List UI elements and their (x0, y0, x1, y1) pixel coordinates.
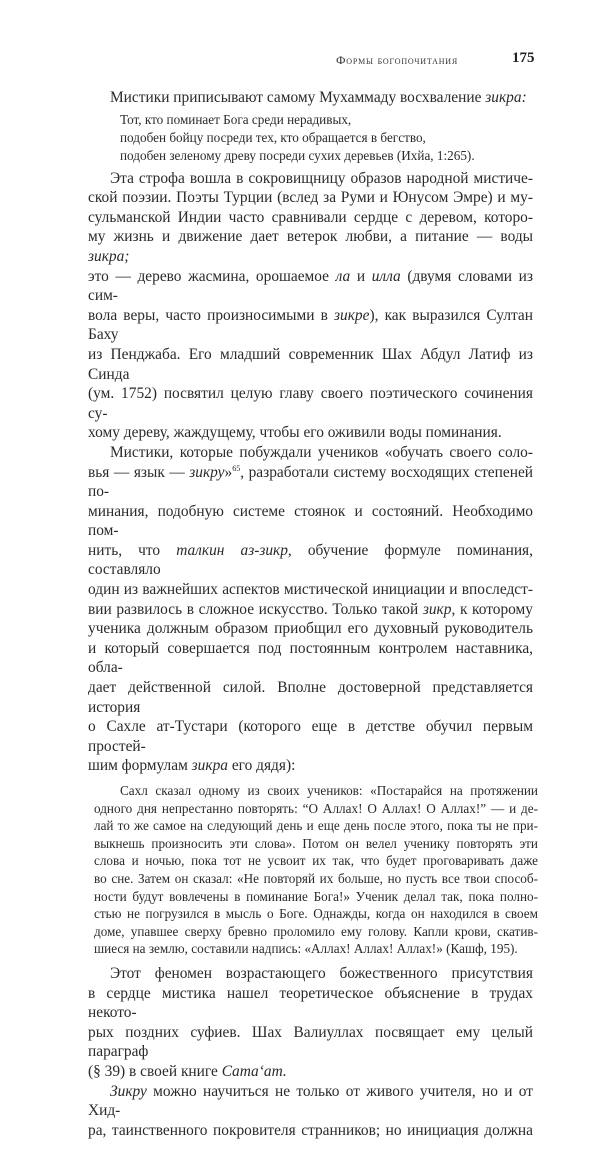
paragraph-intro (88, 88, 533, 108)
text-line (88, 600, 533, 620)
text-line (120, 147, 540, 165)
text-run: сульманской Индии часто сравнивали сердце с деревом, которо- (88, 208, 533, 226)
text-run: ра, таинственного покровителя странников; но инициация должна (88, 1121, 533, 1139)
text-run: , к которому (451, 600, 533, 618)
italic-term: Сата‘ат. (221, 1062, 287, 1080)
text-run: шим формулам (88, 757, 192, 775)
text-line (94, 852, 538, 870)
text-run: ской поэзии. Поэты Турции (вслед за Руми и Юнусом Эмре) и му- (88, 189, 533, 207)
text-line (94, 888, 538, 906)
text-line (88, 717, 533, 756)
text-run: стью не погрузился в мысль о Боге. Однажды, когда он находился в своем (94, 906, 538, 922)
text-run: Эта строфа вошла в сокровищницу образов народной мистиче- (110, 169, 533, 187)
text-run: подобен бойцу посреди тех, кто обращается в бегство, (120, 129, 426, 145)
text-run: и который совершается под постоянным контролем наставника, обла- (88, 639, 533, 677)
text-run: во сне. Затем он сказал: «Не повторяй их больше, но пусть все твои способ- (94, 870, 538, 886)
text-line (88, 964, 533, 984)
text-line (88, 227, 533, 266)
text-line (88, 169, 533, 189)
text-line (88, 1082, 533, 1121)
text-line (94, 923, 538, 941)
italic-term: зикр (422, 600, 452, 618)
text-run: доме, упавшее сверху бревно проломило ему голову. Капли крови, скатив- (94, 923, 538, 939)
text-run: ), как выразился Султан Баху (88, 306, 533, 344)
italic-term: Зикру (110, 1082, 147, 1100)
text-line (94, 870, 538, 888)
text-run: » (224, 463, 233, 481)
text-run: лай то же самое на следующий день и еще день после этого, пока ты не при- (94, 818, 538, 834)
text-line (120, 129, 540, 147)
text-run: , разработали систему восходящих степеней по- (88, 463, 534, 501)
text-line (88, 580, 533, 600)
text-run: ности будут вовлечены в поминание Бога!» Ученик делал так, пока полно- (94, 888, 538, 904)
text-line (88, 306, 533, 345)
italic-term: ла (335, 267, 351, 285)
text-line (88, 443, 533, 463)
text-line (88, 639, 533, 678)
text-run: вии развилось в сложное искусство. Только такой (88, 600, 423, 618)
text-run: один из важнейших аспектов мистической инициации и впоследст- (88, 581, 533, 599)
text-run: подобен зеленому древу посреди сухих деревьев (Ихйа, 1:265). (120, 147, 475, 163)
text-line (94, 835, 538, 853)
block-quote-sahl (94, 782, 538, 958)
paragraph-closing (88, 964, 533, 1140)
text-line (94, 817, 538, 835)
italic-term: талкин аз-зикр (176, 541, 288, 559)
text-run: можно научиться не только от живого учителя, но и от Хид- (88, 1082, 533, 1120)
text-run: дает действенной силой. Вполне достоверной представляется история (88, 679, 533, 716)
text-line (88, 267, 533, 306)
text-line (88, 678, 533, 717)
text-run: Тот, кто поминает Бога среди нерадивых, (120, 111, 352, 127)
text-run: о Сахле ат-Тустари (которого еще в детстве обучил первым простей- (88, 718, 533, 755)
text-run: его дядя): (227, 757, 296, 775)
text-run: рых поздних суфиев. Шах Валиуллах посвящает ему целый параграф (88, 1023, 533, 1061)
text-run: в сердце мистика нашел теоретическое объяснение в трудах некото- (88, 984, 533, 1022)
text-line (88, 1062, 533, 1082)
text-line (88, 541, 533, 580)
text-run: , обучение формуле поминания, составляло (88, 541, 533, 579)
text-run: ученика должным образом приобщил его духовный руководитель (88, 620, 533, 638)
text-line (88, 423, 533, 443)
text-line (88, 188, 533, 208)
text-run: (двумя словами из сим- (88, 267, 533, 305)
text-line (120, 111, 540, 129)
text-run: одного дня непрестанно повторять: “О Аллах! О Аллах! О Аллах!” — и де- (94, 800, 538, 816)
text-run: вола веры, часто произносимыми в (88, 306, 335, 324)
text-run: минания, подобную системе стоянок и состояний. Необходимо пом- (88, 502, 533, 540)
text-run: и (350, 267, 372, 285)
paragraph-body (88, 169, 533, 776)
text-run: му жизнь и движение дает ветерок любви, а питание — воды (88, 228, 533, 246)
italic-term: зикру (189, 463, 225, 481)
text-line (88, 502, 533, 541)
italic-term: илла (371, 267, 401, 285)
text-line (88, 463, 533, 502)
italic-term: зикра; (88, 247, 130, 265)
text-run: (§ 39) в своей книге (88, 1062, 222, 1080)
text-line (88, 384, 533, 423)
page-number: 175 (512, 50, 535, 66)
text-line (88, 345, 533, 384)
footnote-ref: 65 (232, 463, 241, 473)
text-line (88, 88, 533, 108)
text-line (88, 1121, 533, 1141)
running-title: Формы богопочитания (336, 53, 459, 67)
text-run: Мистики, которые побуждали учеников «обучать своего соло- (110, 443, 533, 461)
poem-quote (120, 111, 540, 165)
text-run: хому дереву, жаждущему, чтобы его оживили воды поминания. (88, 424, 502, 442)
text-line (88, 984, 533, 1023)
italic-term: зикра: (485, 89, 527, 106)
text-line (88, 619, 533, 639)
text-line (88, 1023, 533, 1062)
text-run: нить, что (88, 541, 177, 559)
text-run: Мистики приписывают самому Мухаммаду восхваление (110, 89, 486, 106)
text-line (94, 800, 538, 818)
text-run: Этот феномен возрастающего божественного присутствия (110, 964, 533, 982)
text-run: шиеся на землю, составили надпись: «Аллах! Аллах! Аллах!» (Кашф, 195). (94, 941, 518, 957)
text-run: это — дерево жасмина, орошаемое (88, 267, 336, 285)
text-line (94, 905, 538, 923)
italic-term: зикре (334, 306, 370, 324)
text-line (88, 208, 533, 228)
text-run: Сахл сказал одному из своих учеников: «Постарайся на протяжении (120, 783, 538, 798)
text-line (88, 756, 533, 776)
text-line (94, 940, 538, 958)
text-run: вья — язык — (88, 463, 190, 481)
text-run: выкнешь произносить эти слова». Потом он велел ученику повторять эти (94, 835, 538, 851)
italic-term: зикра (191, 757, 228, 775)
text-run: из Пенджаба. Его младший современник Шах Абдул Латиф из Синда (88, 345, 533, 383)
text-run: слова и ночью, пока тот не усвоит их так, что будет проговаривать даже (94, 853, 538, 869)
text-run: (ум. 1752) посвятил целую главу своего поэтического сочинения су- (88, 385, 533, 422)
text-line (94, 782, 538, 800)
